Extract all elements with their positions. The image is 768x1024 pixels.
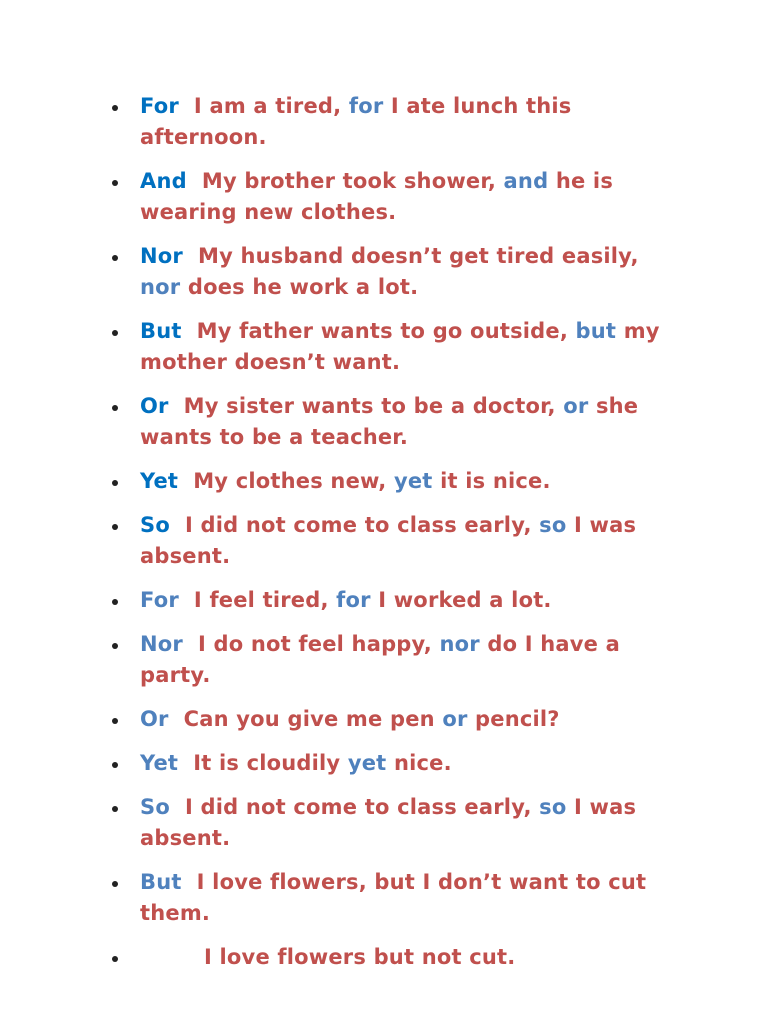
sentence-rest: pencil? — [475, 707, 560, 731]
bullet-icon — [112, 599, 118, 605]
sentence-rest: she wants to be a teacher. — [140, 394, 639, 449]
bullet-icon — [112, 806, 118, 812]
sentence-lead: My sister wants to be a doctor, — [183, 394, 556, 418]
list-item-text — [140, 867, 680, 929]
list-item-text — [140, 792, 680, 854]
bullet-icon — [112, 180, 118, 186]
list-item-text — [140, 510, 680, 572]
bullet-icon — [112, 480, 118, 486]
sentence-rest: does he work a lot. — [187, 275, 419, 299]
conjunction: nor — [140, 275, 181, 299]
keyword: So — [140, 795, 170, 819]
conjunction: so — [539, 513, 567, 537]
keyword: Nor — [140, 244, 183, 268]
keyword: Yet — [140, 751, 179, 775]
keyword: But — [140, 870, 182, 894]
sentence-rest: he is wearing new clothes. — [140, 169, 614, 224]
list-item-text — [140, 585, 680, 616]
list-item-text — [140, 166, 680, 228]
bullet-icon — [112, 255, 118, 261]
sentence-lead: I love flowers, but I don’t want to cut them. — [140, 870, 647, 925]
keyword: But — [140, 319, 182, 343]
conjunction: yet — [393, 469, 433, 493]
keyword: Or — [140, 394, 169, 418]
conjunction: or — [442, 707, 468, 731]
sentence-lead: I did not come to class early, — [184, 513, 532, 537]
sentence-lead: My husband doesn’t get tired easily, — [198, 244, 639, 268]
sentence-lead: I do not feel happy, — [198, 632, 432, 656]
sentence-rest: nice. — [393, 751, 452, 775]
bullet-icon — [112, 956, 118, 962]
sentence-lead: My father wants to go outside, — [196, 319, 569, 343]
bullet-icon — [112, 330, 118, 336]
list-item-text — [140, 316, 680, 378]
keyword: For — [140, 94, 179, 118]
sentence-rest: I was absent. — [140, 513, 637, 568]
conjunction: but — [575, 319, 617, 343]
sentence-rest: I ate lunch this afternoon. — [140, 94, 572, 149]
list-item-text — [140, 391, 680, 453]
keyword: Nor — [140, 632, 183, 656]
sentence-lead: Can you give me pen — [183, 707, 435, 731]
sentence-rest: it is nice. — [440, 469, 551, 493]
conjunction: yet — [347, 751, 387, 775]
bullet-icon — [112, 718, 118, 724]
keyword: And — [140, 169, 187, 193]
list-item-text — [140, 91, 680, 153]
sentence-lead: I love flowers but not cut. — [204, 945, 516, 969]
bullet-icon — [112, 762, 118, 768]
list-item-text — [140, 629, 680, 691]
bullet-icon — [112, 405, 118, 411]
keyword: Yet — [140, 469, 179, 493]
list-item-text — [140, 704, 680, 735]
bullet-icon — [112, 643, 118, 649]
sentence-rest: I worked a lot. — [378, 588, 552, 612]
keyword: For — [140, 588, 179, 612]
conjunction: or — [563, 394, 589, 418]
conjunction: and — [503, 169, 549, 193]
list-item-text — [140, 241, 680, 303]
sentence-lead: It is cloudily — [193, 751, 341, 775]
sentence-lead: My brother took shower, — [201, 169, 497, 193]
list-item-text — [140, 466, 680, 497]
conjunction: for — [348, 94, 384, 118]
list-item-text — [204, 942, 684, 973]
bullet-icon — [112, 881, 118, 887]
sentence-lead: My clothes new, — [193, 469, 387, 493]
bullet-icon — [112, 105, 118, 111]
sentence-lead: I feel tired, — [193, 588, 329, 612]
conjunction: so — [539, 795, 567, 819]
sentence-lead: I am a tired, — [193, 94, 342, 118]
sentence-rest: my mother doesn’t want. — [140, 319, 660, 374]
sentence-lead: I did not come to class early, — [184, 795, 532, 819]
list-item-text — [140, 748, 680, 779]
keyword: Or — [140, 707, 169, 731]
conjunction: for — [336, 588, 371, 612]
sentence-rest: do I have a party. — [140, 632, 620, 687]
keyword: So — [140, 513, 170, 537]
conjunction: nor — [439, 632, 480, 656]
sentence-rest: I was absent. — [140, 795, 637, 850]
bullet-icon — [112, 524, 118, 530]
